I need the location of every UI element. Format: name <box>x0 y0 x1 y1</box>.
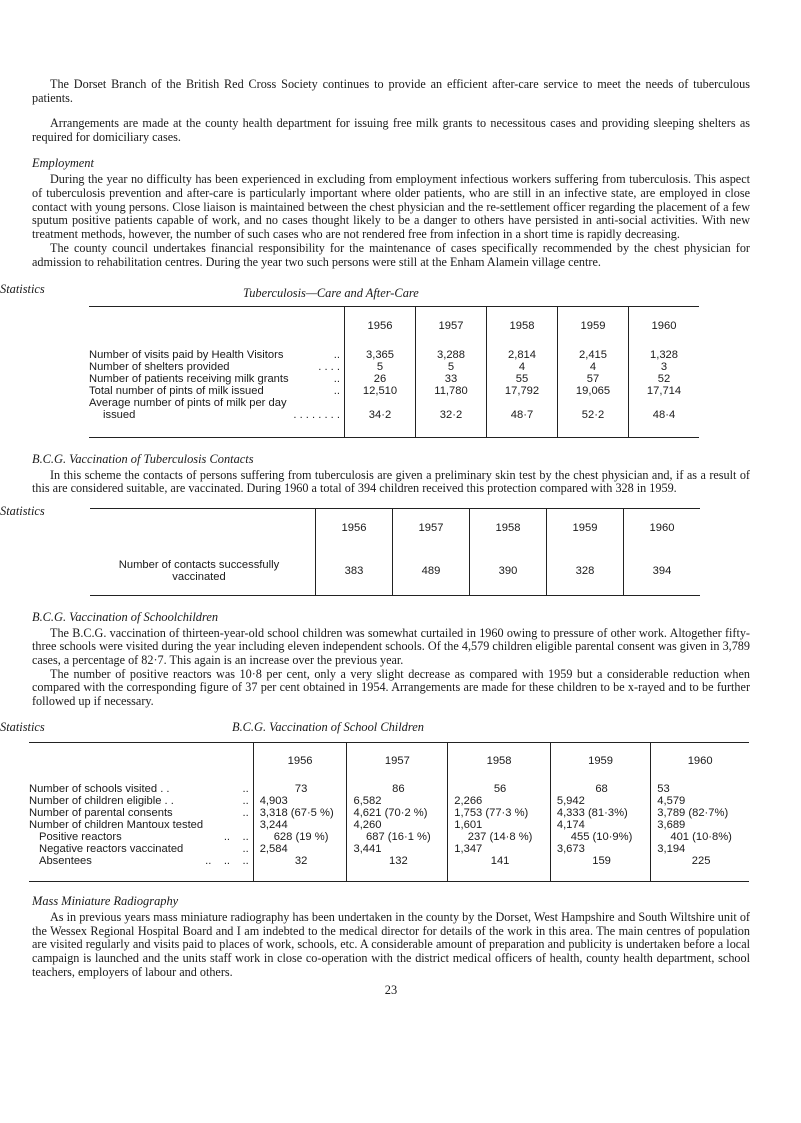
care-after-care-table <box>89 306 699 438</box>
table3-year-header: 1959 <box>550 743 650 780</box>
table3-row <box>29 843 749 855</box>
table3-cell: 455 (10·9%) <box>550 831 650 843</box>
table1-row <box>89 397 699 438</box>
table3-cell: 73 <box>253 779 347 795</box>
table1-cell: 1,328 <box>629 345 700 361</box>
table3-cell: 1,347 <box>448 843 551 855</box>
table3-header-row <box>29 743 749 780</box>
table2-header-blank <box>90 508 316 547</box>
table2-year-header: 1957 <box>393 508 470 547</box>
table3-cell: 4,260 <box>347 819 448 831</box>
table1-cell: 5 <box>416 361 487 373</box>
table3-row-label: Negative reactors vaccinated .. <box>39 843 249 856</box>
table1-cell: 5 <box>345 361 416 373</box>
table3-cell: 2,266 <box>448 795 551 807</box>
table3-row-label: Positive reactors .. .. <box>39 831 249 844</box>
table1-row <box>89 345 699 361</box>
employment-paragraph-1: During the year no difficulty has been experienced in excluding from employment infectious workers suffering from tuberculosis. This aspect of tuberculosis prevention and after-care is particularly important where older patients, who are still in an infective state, are employed in close contact with young persons. Close liaison is maintained between the chest physician and the re-settlement officer regarding the placement of a few sputum positive patients capable of work, and no cases thought likely to be a danger to others have persisted in anti-social activities. With new treatment methods, however, the number of such cases who are not rendered free from infection in a short time is rapidly decreasing. <box>32 172 750 241</box>
statistics-label: Statistics <box>0 281 45 296</box>
table3-row <box>29 795 749 807</box>
table3-cell: 2,584 <box>253 843 347 855</box>
table3-cell: 132 <box>347 855 448 882</box>
table1-row-label: Average number of pints of milk per day issued . . . . . . . . <box>89 396 340 421</box>
bcg-school-paragraph-1: The B.C.G. vaccination of thirteen-year-old school children was somewhat curtailed in 1960 owing to pressure of other work. Altogether fifty-three schools were visited during the year including eleven independent schools. Of the 4,579 children eligible parental consent was given in 3,789 cases, a percentage of 82·7. This again is an increase over the previous year. <box>32 625 750 667</box>
table3-row-label: Number of children Mantoux tested <box>29 819 204 832</box>
table3-cell: 159 <box>550 855 650 882</box>
table1-row <box>89 373 699 385</box>
table2-year-header: 1958 <box>470 508 547 547</box>
table1-cell: 17,792 <box>487 385 558 397</box>
document-page <box>0 77 750 998</box>
table3-cell: 53 <box>651 779 749 795</box>
school-children-vaccination-table <box>29 742 749 882</box>
table3-cell: 4,333 (81·3%) <box>550 807 650 819</box>
table3-cell: 1,601 <box>448 819 551 831</box>
table3-cell: 3,194 <box>651 843 749 855</box>
table1-title: Tuberculosis—Care and After-Care <box>243 285 419 300</box>
table1-cell: 57 <box>558 373 629 385</box>
table1-row <box>89 361 699 373</box>
table1-cell: 3 <box>629 361 700 373</box>
bcg-school-heading: B.C.G. Vaccination of Schoolchildren <box>32 609 219 624</box>
table3-row-label: Number of children eligible . . .. <box>29 795 249 808</box>
table3-cell: 4,174 <box>550 819 650 831</box>
table3-cell: 3,244 <box>253 819 347 831</box>
table2-cell: 383 <box>316 547 393 596</box>
table3-cell: 3,689 <box>651 819 749 831</box>
table1-year-header: 1959 <box>558 306 629 345</box>
table2-cell: 390 <box>470 547 547 596</box>
mmr-paragraph: As in previous years mass miniature radiography has been undertaken in the county by the Dorset, West Hampshire and South Wiltshire unit of the Wessex Regional Hospital Board and I am indebted to the medical director for details of the work in this area. The main centres of population are visited regularly and visits paid to places of work, schools, etc. A considerable amount of preparation and publicity is undertaken before a local campaign is launched and the units staff work in close co-operation with the district medical officers of health, county health department, school teachers, employers of labour and others. <box>32 910 750 979</box>
table1-row-label: Number of visits paid by Health Visitors .. <box>89 348 340 361</box>
table3-cell: 225 <box>651 855 749 882</box>
table1-cell: 3,288 <box>416 345 487 361</box>
table3-cell: 4,579 <box>651 795 749 807</box>
table1-cell: 19,065 <box>558 385 629 397</box>
table3-row <box>29 807 749 819</box>
employment-heading: Employment <box>32 156 94 171</box>
table1-row <box>89 385 699 397</box>
table3-cell: 401 (10·8%) <box>651 831 749 843</box>
table1-cell: 34·2 <box>345 397 416 438</box>
intro-paragraph-1: The Dorset Branch of the British Red Cross Society continues to provide an efficient after-care service to meet the needs of tuberculous patients. <box>32 77 750 105</box>
intro-paragraph-2: Arrangements are made at the county health department for issuing free milk grants to necessitous cases and providing sleeping shelters as required for domiciliary cases. <box>32 116 750 144</box>
bcg-contacts-paragraph: In this scheme the contacts of persons suffering from tuberculosis are given a preliminary skin test by the chest physician and, if as a result of this are considered suitable, are vaccinated. During 1960 a total of 394 children received this protection compared with 328 in 1959. <box>32 467 750 496</box>
table3-cell: 4,621 (70·2 %) <box>347 807 448 819</box>
table3-cell: 237 (14·8 %) <box>448 831 551 843</box>
table3-title: B.C.G. Vaccination of School Children <box>232 720 424 735</box>
table1-header-row <box>89 306 699 345</box>
statistics-row-3 <box>0 720 750 735</box>
table3-cell: 32 <box>253 855 347 882</box>
table1-year-header: 1956 <box>345 306 416 345</box>
table1-cell: 52 <box>629 373 700 385</box>
statistics-label: Statistics <box>0 720 45 735</box>
table3-cell: 687 (16·1 %) <box>347 831 448 843</box>
table1-row-label: Number of patients receiving milk grants .. <box>89 372 340 385</box>
table1-cell: 2,814 <box>487 345 558 361</box>
table3-cell: 4,903 <box>253 795 347 807</box>
bcg-school-paragraph-2: The number of positive reactors was 10·8 per cent, only a very slight decrease as compared with 1959 but a considerable reduction when compared with the corresponding figure of 37 per cent obtained in 1954. Arrangements are made for these children to be x-rayed and to be further followed up if necessary. <box>32 666 750 708</box>
table3-cell: 3,673 <box>550 843 650 855</box>
table3-cell: 141 <box>448 855 551 882</box>
table2-cell: 394 <box>624 547 701 596</box>
table2-row-label: Number of contacts successfully vaccinated <box>118 558 280 583</box>
table1-row-label: Number of shelters provided . . . . <box>89 360 340 373</box>
statistics-row-1 <box>0 281 750 300</box>
table3-cell: 6,582 <box>347 795 448 807</box>
table1-year-header: 1960 <box>629 306 700 345</box>
table3-cell: 5,942 <box>550 795 650 807</box>
table1-year-header: 1957 <box>416 306 487 345</box>
table3-cell: 3,789 (82·7%) <box>651 807 749 819</box>
table3-cell: 3,318 (67·5 %) <box>253 807 347 819</box>
table1-cell: 48·7 <box>487 397 558 438</box>
employment-paragraph-2: The county council undertakes financial responsibility for the maintenance of cases specifically recommended by the chest physician for admission to rehabilitation centres. During the year two such persons were still at the Enham Alamein village centre. <box>32 241 750 269</box>
table3-year-header: 1957 <box>347 743 448 780</box>
mmr-heading: Mass Miniature Radiography <box>32 894 179 909</box>
table3-year-header: 1958 <box>448 743 551 780</box>
table1-cell: 26 <box>345 373 416 385</box>
table3-row <box>29 779 749 795</box>
table3-row <box>29 819 749 831</box>
table3-cell: 1,753 (77·3 %) <box>448 807 551 819</box>
table1-cell: 32·2 <box>416 397 487 438</box>
table1-cell: 2,415 <box>558 345 629 361</box>
statistics-label: Statistics <box>0 503 45 518</box>
table3-row-label: Number of parental consents .. <box>29 807 249 820</box>
table1-row-label: Total number of pints of milk issued .. <box>89 384 340 397</box>
table3-year-header: 1956 <box>253 743 347 780</box>
table3-cell: 68 <box>550 779 650 795</box>
table1-cell: 48·4 <box>629 397 700 438</box>
table3-cell: 86 <box>347 779 448 795</box>
table1-cell: 4 <box>558 361 629 373</box>
table3-row-label: Number of schools visited . . .. <box>29 783 249 796</box>
table3-row <box>29 831 749 843</box>
table1-header-blank <box>89 306 345 345</box>
table3-header-blank <box>29 743 253 780</box>
table1-cell: 11,780 <box>416 385 487 397</box>
table2-year-header: 1959 <box>547 508 624 547</box>
table1-cell: 17,714 <box>629 385 700 397</box>
table2-cell: 328 <box>547 547 624 596</box>
table1-cell: 52·2 <box>558 397 629 438</box>
table1-cell: 3,365 <box>345 345 416 361</box>
table3-cell: 3,441 <box>347 843 448 855</box>
table3-year-header: 1960 <box>651 743 749 780</box>
page-number: 23 <box>384 983 398 998</box>
contacts-vaccinated-table <box>90 508 700 596</box>
table3-row <box>29 855 749 882</box>
table1-cell: 12,510 <box>345 385 416 397</box>
table1-cell: 55 <box>487 373 558 385</box>
table2-cell: 489 <box>393 547 470 596</box>
table2-row <box>90 547 700 596</box>
table1-year-header: 1958 <box>487 306 558 345</box>
table1-cell: 33 <box>416 373 487 385</box>
bcg-contacts-heading: B.C.G. Vaccination of Tuberculosis Contacts <box>32 451 254 466</box>
table2-year-header: 1960 <box>624 508 701 547</box>
table1-cell: 4 <box>487 361 558 373</box>
table3-row-label: Absentees .. .. .. <box>39 855 249 868</box>
table2-year-header: 1956 <box>316 508 393 547</box>
table3-cell: 56 <box>448 779 551 795</box>
table2-header-row <box>90 508 700 547</box>
table3-cell: 628 (19 %) <box>253 831 347 843</box>
